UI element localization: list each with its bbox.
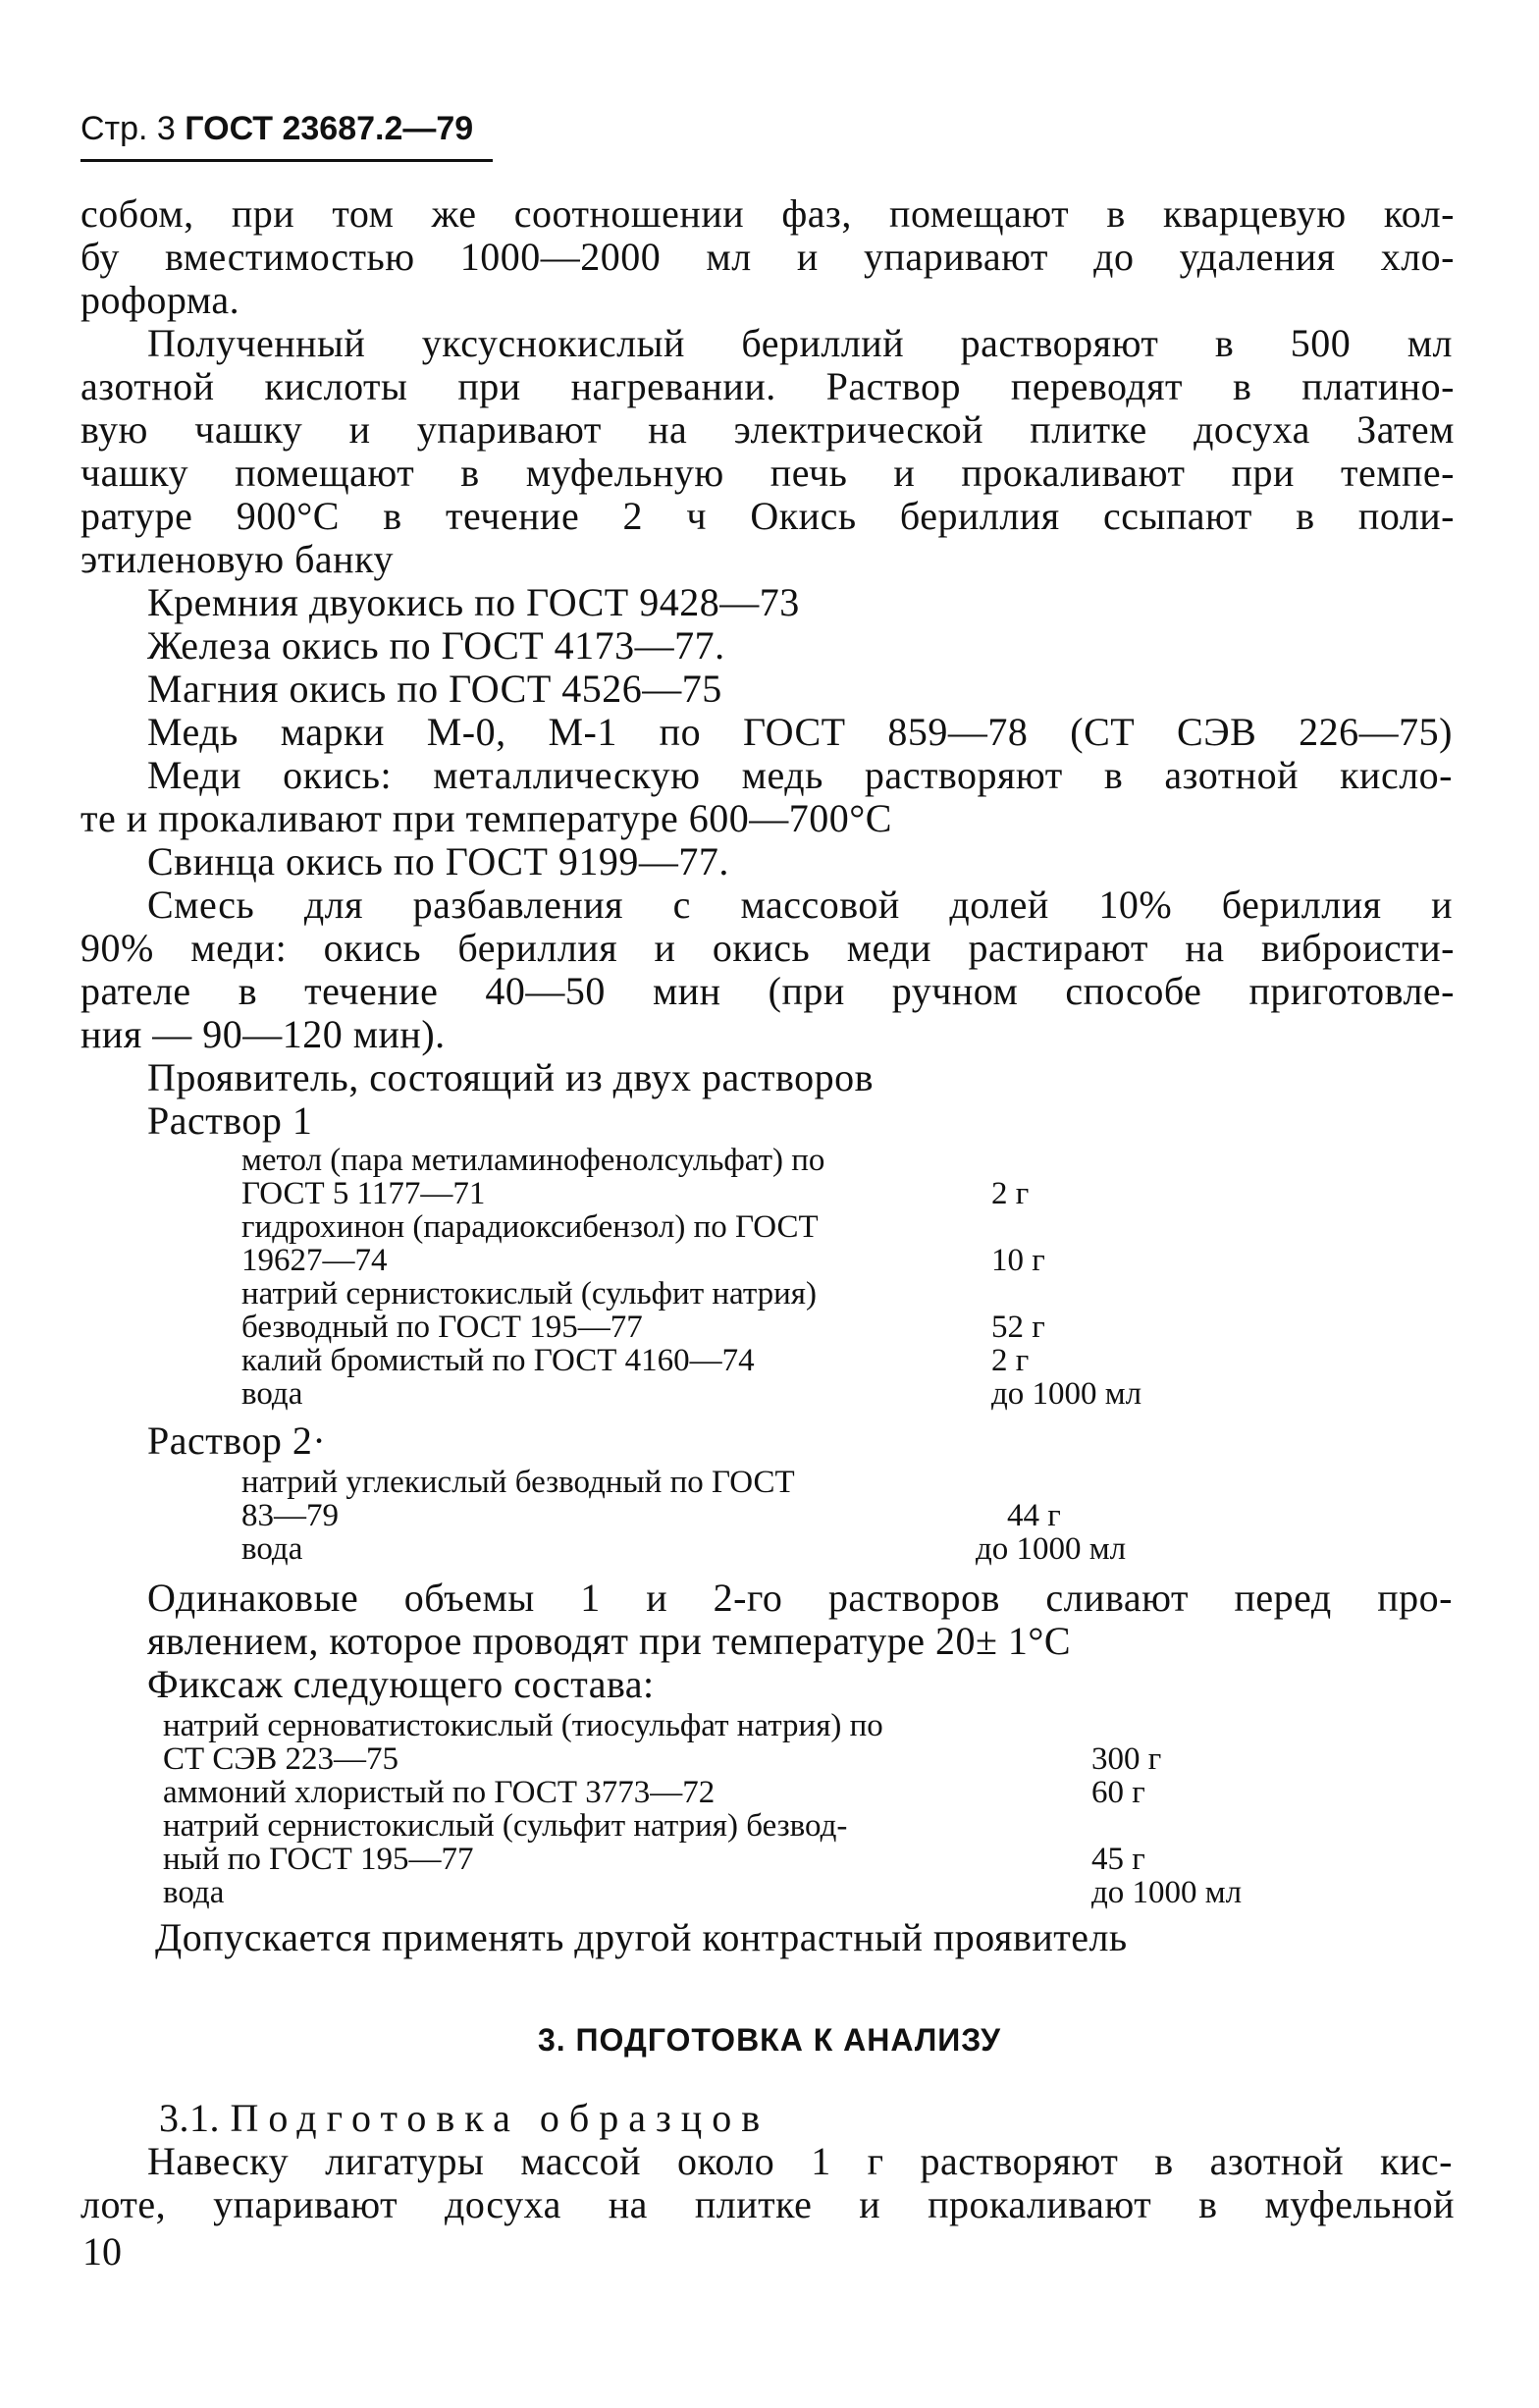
recipe-item: ГОСТ 5 1177—71: [241, 1176, 486, 1211]
text-line: лоте, упаривают досуха на плитке и прокаливают в муфельной: [80, 2182, 1455, 2226]
recipe-item: СТ СЭВ 223—75: [163, 1741, 398, 1777]
text-line: ния — 90—120 мин).: [80, 1012, 446, 1056]
recipe-qty: 44 г: [1007, 1498, 1061, 1533]
recipe-item: натрий сернистокислый (сульфит натрия) безвод-: [163, 1808, 848, 1844]
recipe-item: аммоний хлористый по ГОСТ 3773—72: [163, 1775, 716, 1810]
recipe-qty: до 1000 мл: [1091, 1875, 1243, 1910]
text-line: собом, при том же соотношении фаз, помещают в кварцевую кол-: [80, 191, 1455, 236]
section-title: 3. ПОДГОТОВКА К АНАЛИЗУ: [537, 2022, 1002, 2058]
text-line: Раствор 1: [147, 1098, 313, 1143]
recipe-qty: 2 г: [991, 1343, 1030, 1378]
text-line: Железа окись по ГОСТ 4173—77.: [147, 623, 725, 668]
text-line: Магния окись по ГОСТ 4526—75: [147, 667, 722, 711]
recipe-item: натрий углекислый безводный по ГОСТ: [241, 1465, 795, 1500]
recipe-item: вода: [241, 1376, 303, 1412]
subsection-heading: [159, 2095, 770, 2141]
recipe-qty: 52 г: [991, 1310, 1045, 1345]
header-prefix: Стр. 3: [80, 110, 176, 147]
text-line: роформа.: [80, 278, 240, 322]
text-line: бу вместимостью 1000—2000 мл и упаривают до удаления хло-: [80, 235, 1455, 279]
recipe-item: вода: [163, 1875, 225, 1910]
text-line: Проявитель, состоящий из двух растворов: [147, 1055, 875, 1099]
recipe-item: натрий сернистокислый (сульфит натрия): [241, 1276, 817, 1311]
recipe-item: ный по ГОСТ 195—77: [163, 1842, 474, 1877]
recipe-item: гидрохинон (парадиоксибензол) по ГОСТ: [241, 1209, 819, 1245]
recipe-item: безводный по ГОСТ 195—77: [241, 1310, 643, 1345]
recipe-qty: 2 г: [991, 1176, 1030, 1211]
text-line: рателе в течение 40—50 мин (при ручном способе приготовле-: [80, 969, 1455, 1013]
recipe-qty: 10 г: [991, 1243, 1045, 1278]
solution2-title: Раствор 2·: [147, 1418, 327, 1463]
text-line: те и прокаливают при температуре 600—700°C: [80, 796, 892, 840]
text-line: Кремния двуокись по ГОСТ 9428—73: [147, 580, 800, 624]
text-line: Медь марки М-0, М-1 по ГОСТ 859—78 (СТ СЭВ 226—75): [147, 710, 1453, 754]
text-line: Фиксаж следующего состава:: [147, 1662, 655, 1706]
text-line: этиленовую банку: [80, 537, 394, 581]
header-standard: ГОСТ 23687.2—79: [185, 110, 474, 147]
header-rule: [80, 159, 493, 162]
recipe-qty: 300 г: [1091, 1741, 1162, 1777]
recipe-item: метол (пара метиламинофенолсульфат) по: [241, 1143, 825, 1178]
recipe-item: вода: [241, 1531, 303, 1567]
recipe-qty: 60 г: [1091, 1775, 1145, 1810]
text-line: Меди окись: металлическую медь растворяют в азотной кисло-: [147, 753, 1453, 797]
text-line: 90% меди: окись бериллия и окись меди растирают на виброисти-: [80, 926, 1455, 970]
text-line: Полученный уксуснокислый бериллий растворяют в 500 мл: [147, 321, 1453, 365]
allow-line: Допускается применять другой контрастный проявитель: [155, 1915, 1128, 1959]
subsection-number: 3.1.: [159, 2096, 220, 2140]
page-header: [80, 110, 473, 148]
text-line: Навеску лигатуры массой около 1 г растворяют в азотной кис-: [147, 2139, 1453, 2183]
recipe-qty: 45 г: [1091, 1842, 1145, 1877]
recipe-qty: до 1000 мл: [976, 1531, 1127, 1567]
text-line: азотной кислоты при нагревании. Раствор переводят в платино-: [80, 364, 1455, 408]
recipe-item: натрий серноватистокислый (тиосульфат натрия) по: [163, 1708, 883, 1743]
recipe-item: 19627—74: [241, 1243, 388, 1278]
recipe-item: 83—79: [241, 1498, 339, 1533]
recipe-qty: до 1000 мл: [991, 1376, 1142, 1412]
subsection-title: Подготовка образцов: [230, 2096, 770, 2140]
text-line: чашку помещают в муфельную печь и прокаливают при темпе-: [80, 451, 1455, 495]
text-line: Одинаковые объемы 1 и 2-го растворов сливают перед про-: [147, 1576, 1453, 1620]
text-line: вую чашку и упаривают на электрической плитке досуха Затем: [80, 407, 1455, 452]
page-number: 10: [82, 2229, 122, 2274]
text-line: Свинца окись по ГОСТ 9199—77.: [147, 839, 729, 883]
recipe-item: калий бромистый по ГОСТ 4160—74: [241, 1343, 755, 1378]
text-line: ратуре 900°C в течение 2 ч Окись бериллия ссыпают в поли-: [80, 494, 1455, 538]
text-line: явлением, которое проводят при температуре 20± 1°C: [147, 1619, 1072, 1663]
text-line: Смесь для разбавления с массовой долей 10% бериллия и: [147, 883, 1453, 927]
